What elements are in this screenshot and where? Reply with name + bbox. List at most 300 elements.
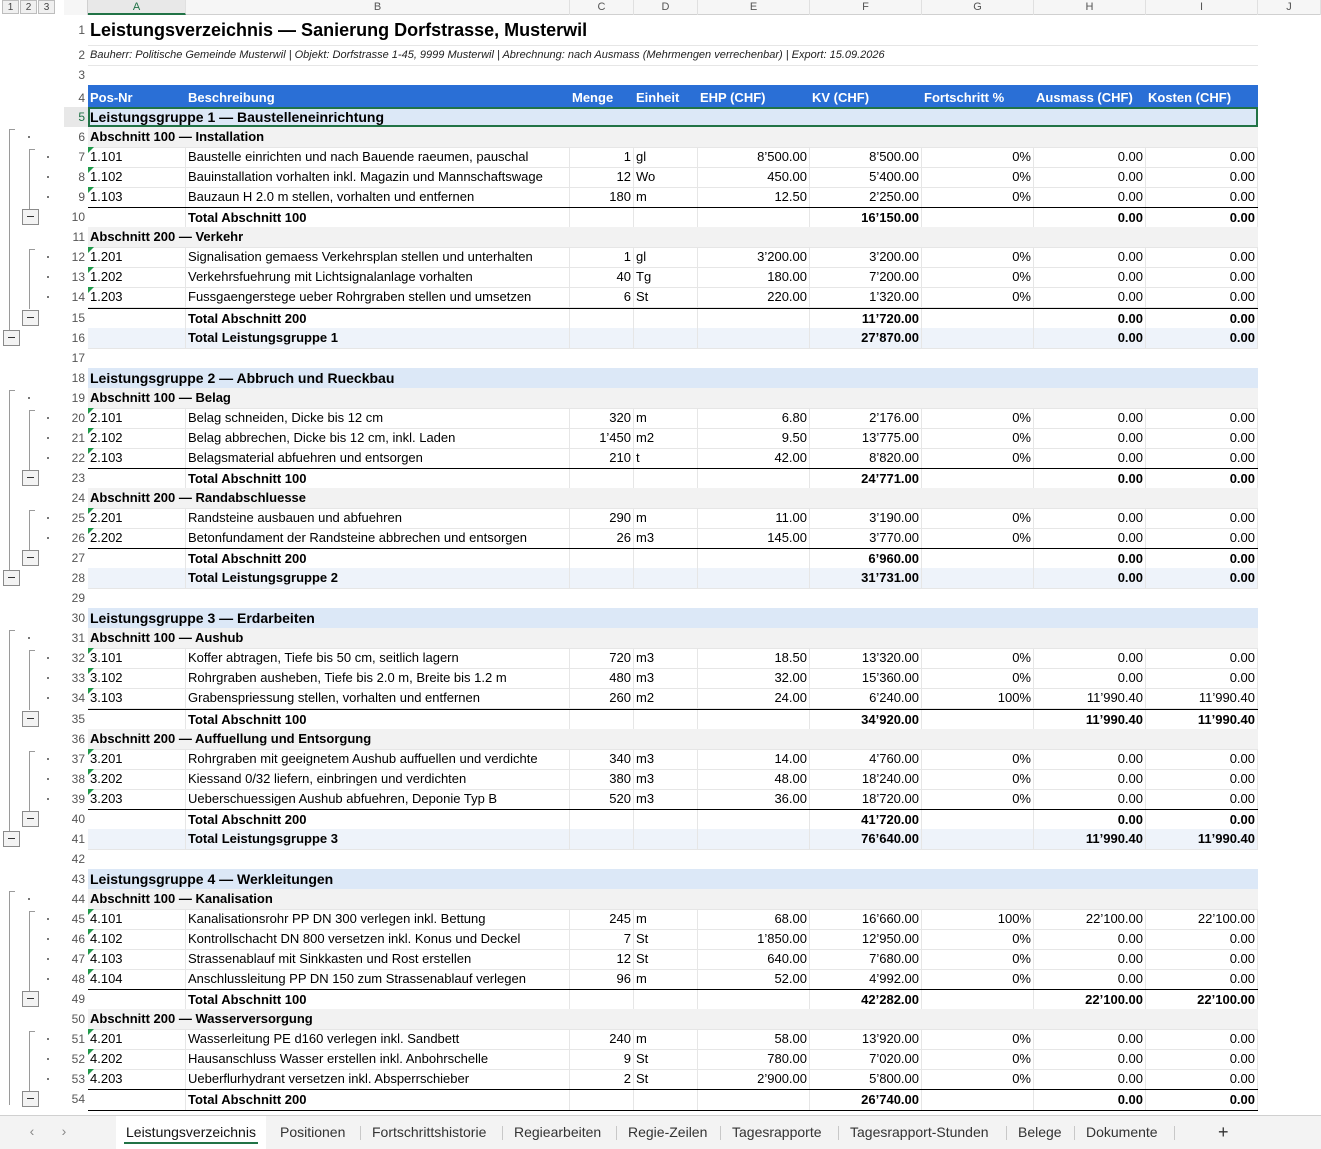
group-title[interactable]: Leistungsgruppe 3 — Erdarbeiten [88,608,1258,628]
sheet-tab[interactable]: Tagesrapport-Stunden [850,1124,989,1140]
cell-f[interactable]: 2’250.00 [810,187,922,207]
cell-c[interactable] [570,810,634,830]
column-header-j[interactable]: J [1258,0,1321,15]
cell-d[interactable] [634,710,698,730]
cell-a[interactable] [88,549,186,569]
cell-a[interactable]: 3.101 [88,648,186,668]
cell-i[interactable]: 0.00 [1146,469,1258,489]
cell-d[interactable] [634,810,698,830]
cell-g[interactable]: 0% [922,929,1034,949]
cell-b[interactable]: Belag schneiden, Dicke bis 12 cm [186,408,570,428]
group-title[interactable]: Leistungsgruppe 1 — Baustelleneinrichtung [88,107,1258,127]
cell-f[interactable]: 26’740.00 [810,1090,922,1110]
cell-c[interactable] [570,549,634,569]
row-number[interactable]: 10 [64,207,88,227]
header-cell[interactable]: Beschreibung [186,85,570,107]
cell-a[interactable]: 2.102 [88,428,186,448]
cell-c[interactable]: 290 [570,508,634,528]
cell-c[interactable]: 180 [570,187,634,207]
cell-i[interactable]: 0.00 [1146,147,1258,167]
cell-e[interactable]: 450.00 [698,167,810,187]
cell-h[interactable]: 0.00 [1034,469,1146,489]
cell-e[interactable]: 42.00 [698,448,810,468]
cell-a[interactable]: 4.201 [88,1029,186,1049]
cell-c[interactable]: 1 [570,247,634,267]
row-number[interactable]: 43 [64,869,88,889]
cell-d[interactable]: St [634,949,698,969]
cell-f[interactable]: 15’360.00 [810,668,922,688]
cell-i[interactable]: 0.00 [1146,328,1258,348]
cell-d[interactable]: m2 [634,428,698,448]
cell-e[interactable]: 36.00 [698,789,810,809]
cell-e[interactable] [698,309,810,329]
row-number[interactable]: 17 [64,348,88,368]
row-number[interactable]: 51 [64,1029,88,1049]
cell-b[interactable]: Kanalisationsrohr PP DN 300 verlegen inkl. Bettung [186,909,570,929]
cell-d[interactable]: m [634,909,698,929]
cell-b[interactable]: Ueberflurhydrant versetzen inkl. Absperrschieber [186,1069,570,1089]
cell-a[interactable]: 4.104 [88,969,186,989]
cell-g[interactable]: 0% [922,648,1034,668]
collapse-section-button[interactable] [22,209,39,225]
cell-a[interactable]: 3.102 [88,668,186,688]
cell-e[interactable] [698,549,810,569]
cell-i[interactable]: 0.00 [1146,1069,1258,1089]
header-cell[interactable]: Kosten (CHF) [1146,85,1258,107]
cell-a[interactable]: 1.203 [88,287,186,307]
cell-i[interactable]: 0.00 [1146,668,1258,688]
cell-e[interactable] [698,810,810,830]
cell-a[interactable]: 3.202 [88,769,186,789]
cell-e[interactable]: 8’500.00 [698,147,810,167]
cell-g[interactable]: 0% [922,448,1034,468]
collapse-section-button[interactable] [22,470,39,486]
cell-e[interactable] [698,829,810,849]
cell-d[interactable] [634,549,698,569]
cell-c[interactable] [570,710,634,730]
cell-a[interactable]: 2.202 [88,528,186,548]
cell-b[interactable]: Grabenspriessung stellen, vorhalten und entfernen [186,688,570,708]
cell-f[interactable]: 6’240.00 [810,688,922,708]
row-number[interactable]: 38 [64,769,88,789]
cell-h[interactable]: 0.00 [1034,568,1146,588]
cell-c[interactable]: 96 [570,969,634,989]
cell-c[interactable]: 12 [570,167,634,187]
row-number[interactable]: 14 [64,287,88,307]
collapse-group-button[interactable] [3,831,20,847]
row-number[interactable]: 50 [64,1009,88,1029]
group-title[interactable]: Leistungsgruppe 2 — Abbruch und Rueckbau [88,368,1258,388]
cell-i[interactable]: 0.00 [1146,949,1258,969]
outline-level-1-button[interactable]: 1 [2,0,19,14]
outline-level-2-button[interactable]: 2 [20,0,37,14]
cell-i[interactable]: 0.00 [1146,568,1258,588]
cell-h[interactable]: 0.00 [1034,309,1146,329]
cell-b[interactable]: Total Leistungsgruppe 1 [186,328,570,348]
row-number[interactable]: 31 [64,628,88,648]
cell-a[interactable] [88,208,186,228]
cell-i[interactable]: 0.00 [1146,448,1258,468]
cell-a[interactable]: 1.101 [88,147,186,167]
cell-h[interactable]: 0.00 [1034,328,1146,348]
cell-f[interactable]: 7’200.00 [810,267,922,287]
cell-b[interactable]: Kontrollschacht DN 800 versetzen inkl. Konus und Deckel [186,929,570,949]
cell-a[interactable]: 4.101 [88,909,186,929]
cell-c[interactable] [570,1090,634,1110]
cell-d[interactable] [634,990,698,1010]
sheet-tab[interactable]: Regie-Zeilen [628,1124,708,1140]
cell-b[interactable]: Belagsmaterial abfuehren und entsorgen [186,448,570,468]
cell-i[interactable]: 0.00 [1146,1049,1258,1069]
cell-h[interactable]: 0.00 [1034,287,1146,307]
cell-i[interactable]: 0.00 [1146,648,1258,668]
cell-b[interactable]: Rohrgraben mit geeignetem Aushub auffuellen und verdichte [186,749,570,769]
cell-c[interactable]: 40 [570,267,634,287]
cell-d[interactable]: St [634,929,698,949]
cell-h[interactable]: 22’100.00 [1034,990,1146,1010]
cell-i[interactable]: 0.00 [1146,549,1258,569]
cell-e[interactable]: 3’200.00 [698,247,810,267]
cell-a[interactable]: 4.203 [88,1069,186,1089]
cell-b[interactable]: Total Leistungsgruppe 3 [186,829,570,849]
cell-c[interactable]: 7 [570,929,634,949]
row-number[interactable]: 32 [64,648,88,668]
cell-a[interactable] [88,328,186,348]
row-number[interactable]: 6 [64,127,88,147]
row-number[interactable]: 5 [64,107,88,127]
cell-d[interactable]: m3 [634,769,698,789]
cell-f[interactable]: 31’731.00 [810,568,922,588]
row-number[interactable]: 25 [64,508,88,528]
cell-h[interactable]: 0.00 [1034,147,1146,167]
sheet-tab[interactable]: Fortschrittshistorie [372,1124,487,1140]
cell-g[interactable]: 100% [922,688,1034,708]
cell-c[interactable]: 245 [570,909,634,929]
cell-i[interactable]: 11’990.40 [1146,688,1258,708]
cell-g[interactable]: 0% [922,167,1034,187]
cell-g[interactable]: 0% [922,769,1034,789]
cell-a[interactable] [88,829,186,849]
cell-f[interactable]: 11’720.00 [810,309,922,329]
cell-g[interactable]: 0% [922,969,1034,989]
cell-g[interactable]: 100% [922,909,1034,929]
cell-d[interactable] [634,469,698,489]
cell-b[interactable]: Baustelle einrichten und nach Bauende raeumen, pauschal [186,147,570,167]
cell-h[interactable]: 0.00 [1034,247,1146,267]
cell-g[interactable]: 0% [922,508,1034,528]
tab-scroll-left-icon[interactable]: ‹ [29,1123,35,1139]
cell-c[interactable]: 6 [570,287,634,307]
section-title[interactable]: Abschnitt 100 — Kanalisation [88,889,1258,909]
cell-a[interactable]: 4.102 [88,929,186,949]
row-number[interactable]: 41 [64,829,88,849]
cell-h[interactable]: 0.00 [1034,528,1146,548]
cell-a[interactable] [88,810,186,830]
cell-e[interactable]: 180.00 [698,267,810,287]
cell-d[interactable] [634,568,698,588]
cell-h[interactable]: 11’990.40 [1034,710,1146,730]
section-title[interactable]: Abschnitt 200 — Randabschluesse [88,488,1258,508]
cell-g[interactable] [922,328,1034,348]
cell-d[interactable]: m3 [634,789,698,809]
collapse-section-button[interactable] [22,811,39,827]
cell-a[interactable]: 2.101 [88,408,186,428]
cell-f[interactable]: 18’240.00 [810,769,922,789]
cell-g[interactable]: 0% [922,1069,1034,1089]
cell-h[interactable]: 0.00 [1034,1029,1146,1049]
cell-g[interactable] [922,469,1034,489]
row-number[interactable]: 46 [64,929,88,949]
cell-d[interactable]: St [634,1069,698,1089]
row-number[interactable]: 37 [64,749,88,769]
cell-i[interactable]: 0.00 [1146,749,1258,769]
cell-a[interactable] [88,990,186,1010]
cell-i[interactable]: 22’100.00 [1146,990,1258,1010]
cell-f[interactable]: 13’775.00 [810,428,922,448]
cell-c[interactable]: 340 [570,749,634,769]
row-number[interactable]: 26 [64,528,88,548]
cell-b[interactable]: Wasserleitung PE d160 verlegen inkl. Sandbett [186,1029,570,1049]
cell-e[interactable]: 780.00 [698,1049,810,1069]
cell-a[interactable]: 1.201 [88,247,186,267]
group-title[interactable]: Leistungsgruppe 4 — Werkleitungen [88,869,1258,889]
cell-f[interactable]: 12’950.00 [810,929,922,949]
cell-h[interactable]: 0.00 [1034,929,1146,949]
cell-f[interactable]: 16’660.00 [810,909,922,929]
section-title[interactable]: Abschnitt 100 — Aushub [88,628,1258,648]
row-number[interactable]: 7 [64,147,88,167]
header-cell[interactable]: Menge [570,85,634,107]
cell-b[interactable]: Total Abschnitt 100 [186,710,570,730]
cell-b[interactable]: Bauzaun H 2.0 m stellen, vorhalten und entfernen [186,187,570,207]
cell-e[interactable] [698,469,810,489]
header-cell[interactable]: KV (CHF) [810,85,922,107]
cell-g[interactable] [922,990,1034,1010]
column-header-b[interactable]: B [186,0,570,15]
cell-f[interactable]: 8’500.00 [810,147,922,167]
cell-c[interactable]: 12 [570,949,634,969]
row-number[interactable]: 34 [64,688,88,708]
row-number[interactable]: 45 [64,909,88,929]
row-number[interactable]: 40 [64,809,88,829]
collapse-section-button[interactable] [22,1091,39,1107]
cell-b[interactable]: Strassenablauf mit Sinkkasten und Rost erstellen [186,949,570,969]
cell-i[interactable]: 0.00 [1146,789,1258,809]
cell-b[interactable]: Rohrgraben ausheben, Tiefe bis 2.0 m, Breite bis 1.2 m [186,668,570,688]
cell-d[interactable] [634,208,698,228]
sheet-tab[interactable]: Regiearbeiten [514,1124,602,1140]
cell-e[interactable]: 11.00 [698,508,810,528]
cell-g[interactable]: 0% [922,949,1034,969]
collapse-group-button[interactable] [3,570,20,586]
cell-g[interactable]: 0% [922,528,1034,548]
row-number[interactable]: 49 [64,989,88,1009]
row-number[interactable]: 22 [64,448,88,468]
section-title[interactable]: Abschnitt 200 — Auffuellung und Entsorgung [88,729,1258,749]
cell-d[interactable] [634,309,698,329]
cell-e[interactable]: 6.80 [698,408,810,428]
cell-h[interactable]: 0.00 [1034,648,1146,668]
section-title[interactable]: Abschnitt 200 — Verkehr [88,227,1258,247]
cell-i[interactable]: 0.00 [1146,1029,1258,1049]
cell-e[interactable]: 9.50 [698,428,810,448]
header-cell[interactable]: Ausmass (CHF) [1034,85,1146,107]
cell-h[interactable]: 11’990.40 [1034,829,1146,849]
cell-a[interactable]: 1.103 [88,187,186,207]
cell-b[interactable]: Belag abbrechen, Dicke bis 12 cm, inkl. Laden [186,428,570,448]
cell-a[interactable] [88,710,186,730]
cell-b[interactable]: Signalisation gemaess Verkehrsplan stellen und unterhalten [186,247,570,267]
sheet-tab[interactable]: Positionen [280,1124,346,1140]
cell-f[interactable]: 7’680.00 [810,949,922,969]
cell-a[interactable] [88,469,186,489]
cell-g[interactable]: 0% [922,267,1034,287]
cell-i[interactable]: 0.00 [1146,247,1258,267]
cell-i[interactable]: 0.00 [1146,408,1258,428]
row-number[interactable]: 16 [64,328,88,348]
cell-g[interactable]: 0% [922,408,1034,428]
cell-h[interactable]: 0.00 [1034,508,1146,528]
cell-a[interactable]: 4.202 [88,1049,186,1069]
cell-c[interactable]: 720 [570,648,634,668]
sheet-tab[interactable]: Dokumente [1086,1124,1158,1140]
cell-h[interactable]: 11’990.40 [1034,688,1146,708]
cell-d[interactable]: m3 [634,749,698,769]
tab-scroll-right-icon[interactable]: › [61,1123,67,1139]
row-number[interactable]: 29 [64,588,88,608]
cell-i[interactable]: 11’990.40 [1146,829,1258,849]
cell-f[interactable]: 7’020.00 [810,1049,922,1069]
cell-d[interactable]: t [634,448,698,468]
outline-level-3-button[interactable]: 3 [38,0,55,14]
cell-g[interactable]: 0% [922,1029,1034,1049]
cell-e[interactable] [698,990,810,1010]
cell-d[interactable]: gl [634,147,698,167]
section-title[interactable]: Abschnitt 200 — Wasserversorgung [88,1009,1258,1029]
cell-d[interactable]: m3 [634,648,698,668]
cell-g[interactable]: 0% [922,668,1034,688]
cell-c[interactable] [570,328,634,348]
cell-b[interactable]: Fussgaengerstege ueber Rohrgraben stellen und umsetzen [186,287,570,307]
cell-i[interactable]: 0.00 [1146,769,1258,789]
cell-g[interactable] [922,710,1034,730]
cell-h[interactable]: 0.00 [1034,267,1146,287]
cell-d[interactable]: m [634,408,698,428]
cell-b[interactable]: Betonfundament der Randsteine abbrechen und entsorgen [186,528,570,548]
cell-d[interactable]: m [634,187,698,207]
cell-c[interactable]: 240 [570,1029,634,1049]
cell-i[interactable]: 22’100.00 [1146,909,1258,929]
cell-i[interactable]: 0.00 [1146,810,1258,830]
cell-d[interactable] [634,1090,698,1110]
row-number[interactable]: 54 [64,1089,88,1109]
cell-f[interactable]: 3’190.00 [810,508,922,528]
cell-d[interactable]: m [634,1029,698,1049]
cell-b[interactable]: Bauinstallation vorhalten inkl. Magazin und Mannschaftswage [186,167,570,187]
cell-b[interactable]: Total Abschnitt 100 [186,208,570,228]
cell-f[interactable]: 27’870.00 [810,328,922,348]
cell-h[interactable]: 0.00 [1034,668,1146,688]
cell-h[interactable]: 0.00 [1034,810,1146,830]
cell-e[interactable]: 48.00 [698,769,810,789]
cell-b[interactable]: Total Abschnitt 200 [186,1090,570,1110]
cell-e[interactable]: 220.00 [698,287,810,307]
cell-d[interactable]: gl [634,247,698,267]
cell-e[interactable]: 1’850.00 [698,929,810,949]
cell-c[interactable]: 9 [570,1049,634,1069]
cell-c[interactable] [570,208,634,228]
cell-f[interactable]: 4’992.00 [810,969,922,989]
row-number[interactable]: 47 [64,949,88,969]
cell-a[interactable]: 2.201 [88,508,186,528]
cell-h[interactable]: 0.00 [1034,749,1146,769]
section-title[interactable]: Abschnitt 100 — Installation [88,127,1258,147]
row-number[interactable]: 1 [64,15,88,45]
row-number[interactable]: 33 [64,668,88,688]
cell-e[interactable] [698,1090,810,1110]
cell-e[interactable]: 2’900.00 [698,1069,810,1089]
cell-h[interactable]: 0.00 [1034,969,1146,989]
cell-h[interactable]: 0.00 [1034,428,1146,448]
row-number[interactable]: 18 [64,368,88,388]
cell-b[interactable]: Total Abschnitt 200 [186,810,570,830]
cell-g[interactable]: 0% [922,1049,1034,1069]
cell-e[interactable]: 14.00 [698,749,810,769]
cell-h[interactable]: 0.00 [1034,1069,1146,1089]
cell-b[interactable]: Ueberschuessigen Aushub abfuehren, Deponie Typ B [186,789,570,809]
cell-a[interactable] [88,309,186,329]
cell-a[interactable]: 4.103 [88,949,186,969]
cell-f[interactable]: 4’760.00 [810,749,922,769]
cell-f[interactable]: 41’720.00 [810,810,922,830]
cell-f[interactable]: 1’320.00 [810,287,922,307]
cell-a[interactable]: 1.102 [88,167,186,187]
cell-b[interactable]: Randsteine ausbauen und abfuehren [186,508,570,528]
cell-a[interactable]: 3.201 [88,749,186,769]
row-number[interactable]: 3 [64,65,88,85]
cell-h[interactable]: 0.00 [1034,1049,1146,1069]
cell-b[interactable]: Anschlussleitung PP DN 150 zum Strassenablauf verlegen [186,969,570,989]
cell-f[interactable]: 16’150.00 [810,208,922,228]
cell-d[interactable]: St [634,1049,698,1069]
cell-g[interactable]: 0% [922,187,1034,207]
cell-i[interactable]: 0.00 [1146,428,1258,448]
cell-i[interactable]: 0.00 [1146,267,1258,287]
cell-d[interactable] [634,829,698,849]
cell-d[interactable]: Wo [634,167,698,187]
sheet-tab[interactable]: Tagesrapporte [732,1124,822,1140]
sheet-tab[interactable]: Leistungsverzeichnis [116,1116,266,1149]
cell-d[interactable]: m [634,508,698,528]
cell-e[interactable] [698,328,810,348]
row-number[interactable]: 23 [64,468,88,488]
collapse-section-button[interactable] [22,550,39,566]
column-header-h[interactable]: H [1034,0,1146,15]
cell-f[interactable]: 13’320.00 [810,648,922,668]
cell-h[interactable]: 0.00 [1034,1090,1146,1110]
cell-c[interactable]: 1 [570,147,634,167]
cell-i[interactable]: 0.00 [1146,969,1258,989]
sheet-title[interactable]: Leistungsverzeichnis — Sanierung Dorfstrasse, Musterwil [90,20,588,40]
cell-g[interactable] [922,208,1034,228]
cell-c[interactable] [570,469,634,489]
cell-f[interactable]: 13’920.00 [810,1029,922,1049]
cell-c[interactable]: 26 [570,528,634,548]
cell-d[interactable]: Tg [634,267,698,287]
select-all-corner[interactable] [64,0,88,15]
cell-i[interactable]: 0.00 [1146,528,1258,548]
cell-f[interactable]: 6’960.00 [810,549,922,569]
